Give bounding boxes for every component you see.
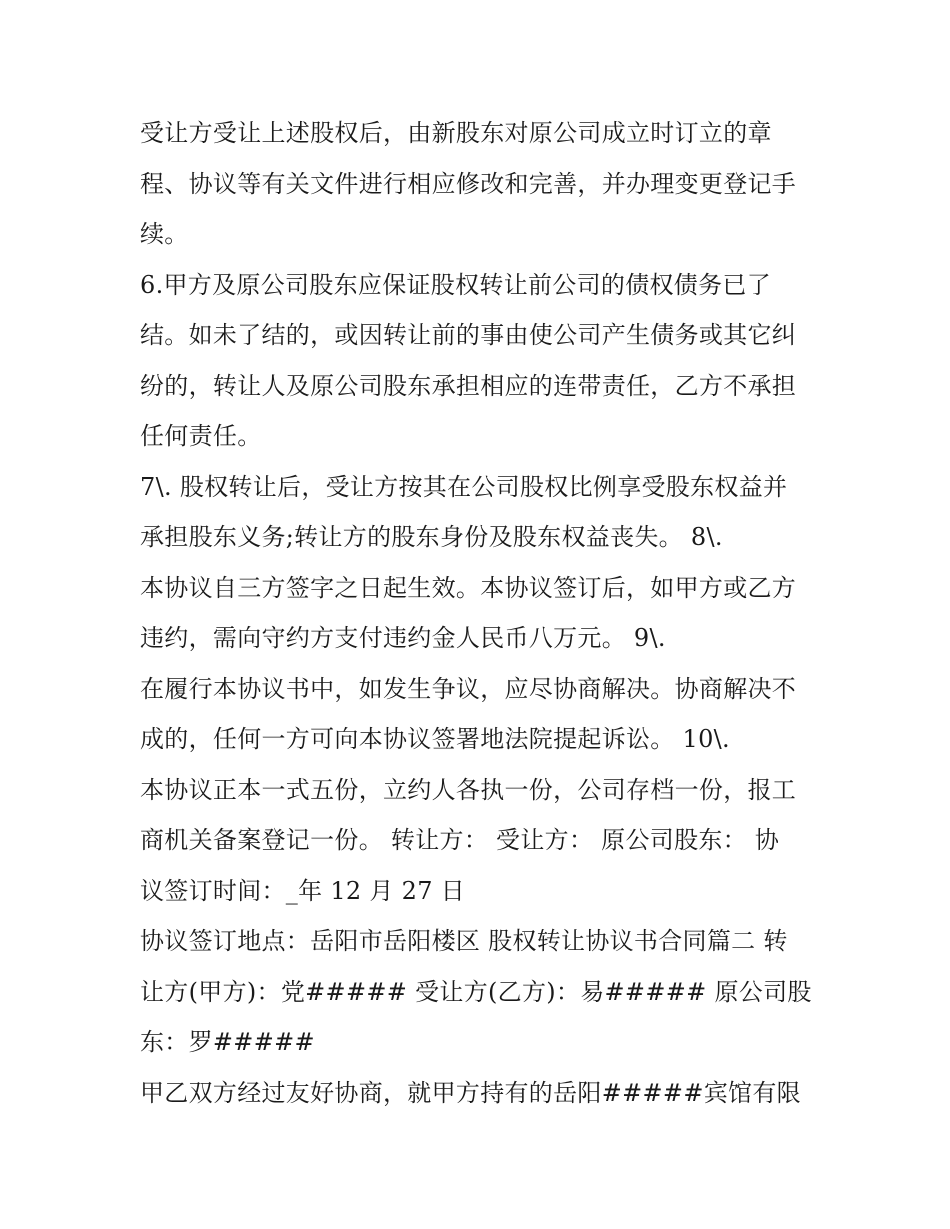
text-line: 违约，需向守约方支付违约金人民币八万元。 9\. (140, 624, 666, 652)
text-line: 6.甲方及原公司股东应保证股权转让前公司的债权债务已了 (140, 270, 771, 299)
text-line: 结。如未了结的，或因转让前的事由使公司产生债务或其它纠 (140, 321, 797, 349)
text-line: 本协议正本一式五份，立约人各执一份，公司存档一份，报工 (140, 775, 797, 804)
text-line: 续。 (140, 220, 189, 248)
text-line: 本协议自三方签字之日起生效。本协议签订后，如甲方或乙方 (140, 573, 797, 602)
text-line: 任何责任。 (140, 422, 262, 450)
text-line: 7\. 股权转让后，受让方按其在公司股权比例享受股东权益并 (140, 472, 788, 501)
text-line: 商机关备案登记一份。 转让方： 受让方： 原公司股东： 协 (140, 826, 780, 854)
text-line: 纷的，转让人及原公司股东承担相应的连带责任，乙方不承担 (140, 371, 797, 400)
text-line: 甲乙双方经过友好协商，就甲方持有的岳阳#####宾馆有限 (140, 1078, 801, 1107)
text-line: 让方(甲方)：党##### 受让方(乙方)：易##### 原公司股 (140, 977, 812, 1006)
document-body (140, 108, 830, 1118)
text-line: 东：罗##### (140, 1028, 315, 1056)
text-line: 在履行本协议书中，如发生争议，应尽协商解决。协商解决不 (140, 674, 797, 703)
text-line: 程、协议等有关文件进行相应修改和完善，并办理变更登记手 (140, 169, 797, 198)
text-line: 受让方受让上述股权后，由新股东对原公司成立时订立的章 (140, 119, 772, 147)
text-line: 议签订时间：_年 12 月 27 日 (140, 876, 465, 905)
text-line: 成的，任何一方可向本协议签署地法院提起诉讼。 10\. (140, 725, 730, 753)
text-line: 协议签订地点：岳阳市岳阳楼区 股权转让协议书合同篇二 转 (140, 927, 788, 955)
text-line: 承担股东义务;转让方的股东身份及股东权益丧失。 8\. (140, 523, 723, 551)
